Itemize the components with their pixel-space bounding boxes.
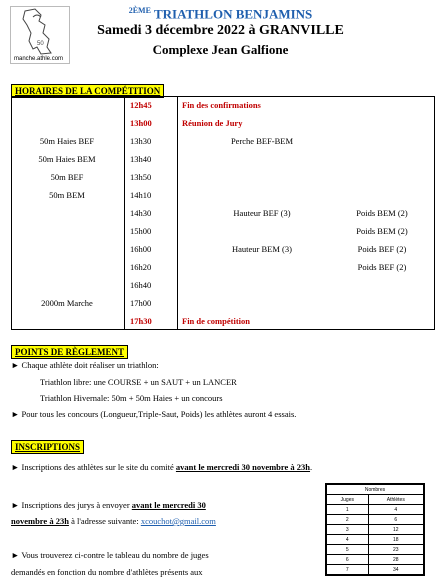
jury-count: 7 xyxy=(327,565,369,575)
rule-line: ► Chaque athlète doit réaliser un triathlon: xyxy=(11,360,159,370)
athlete-count: 28 xyxy=(368,555,423,565)
schedule-row xyxy=(12,187,434,205)
schedule-row xyxy=(12,169,434,187)
schedule-time: 12h45 xyxy=(130,100,152,110)
schedule-time: 14h30 xyxy=(130,208,152,218)
schedule-race: 50m Haies BEF xyxy=(39,136,95,146)
table-row xyxy=(327,555,424,565)
jury-table-body xyxy=(327,505,424,575)
schedule-event: Fin des confirmations xyxy=(182,100,261,110)
athlete-count: 18 xyxy=(368,535,423,545)
title-main: TRIATHLON BENJAMINS xyxy=(153,6,313,22)
schedule-throw: Poids BEF (2) xyxy=(357,244,407,254)
schedule-throw: Poids BEM (2) xyxy=(356,226,408,236)
schedule-time: 13h00 xyxy=(130,118,152,128)
schedule-time: 17h30 xyxy=(130,316,152,326)
schedule-race: 2000m Marche xyxy=(41,298,93,308)
section-heading-horaires: HORAIRES DE LA COMPÉTITION xyxy=(11,84,164,98)
inscription-line xyxy=(11,500,206,510)
jury-count: 4 xyxy=(327,535,369,545)
rule-line: Triathlon libre: une COURSE + un SAUT + un LANCER xyxy=(40,377,237,387)
schedule-time: 16h00 xyxy=(130,244,152,254)
jury-table-title: Nombres xyxy=(327,485,424,495)
table-row xyxy=(327,545,424,555)
schedule-contest: Perche BEF-BEM xyxy=(230,136,294,146)
jury-table-header: Athlètes xyxy=(368,495,423,505)
rule-line: ► Pour tous les concours (Longueur,Triple-Saut, Poids) les athlètes auront 4 essais. xyxy=(11,409,297,419)
schedule-event: Réunion de Jury xyxy=(182,118,243,128)
schedule-time: 13h50 xyxy=(130,172,152,182)
schedule-row xyxy=(12,97,434,115)
jury-count: 2 xyxy=(327,515,369,525)
table-row xyxy=(327,535,424,545)
schedule-row xyxy=(12,223,434,241)
schedule-row xyxy=(12,313,434,331)
table-row xyxy=(327,565,424,575)
deadline-text: novembre à 23h xyxy=(11,516,69,526)
inscription-text: à l'adresse suivante: xyxy=(68,516,141,526)
schedule-row xyxy=(12,133,434,151)
page-title xyxy=(0,6,441,22)
jury-count: 3 xyxy=(327,525,369,535)
schedule-time: 15h00 xyxy=(130,226,152,236)
jury-table-header: Juges xyxy=(327,495,369,505)
schedule-time: 14h10 xyxy=(130,190,152,200)
schedule-throw: Poids BEF (2) xyxy=(357,262,407,272)
deadline-text: avant le mercredi 30 novembre à 23h xyxy=(175,462,311,472)
title-ordinal: 2ÈME xyxy=(128,6,151,15)
athlete-count: 34 xyxy=(368,565,423,575)
inscription-text: . xyxy=(310,462,313,472)
rule-line: Triathlon Hivernale: 50m + 50m Haies + un concours xyxy=(40,393,223,403)
inscription-line: demandés en fonction du nombre d'athlètes présents aux xyxy=(11,567,203,577)
schedule-contest: Hauteur BEF (3) xyxy=(233,208,291,218)
svg-text:50: 50 xyxy=(37,41,44,47)
schedule-row xyxy=(12,277,434,295)
schedule-table xyxy=(11,96,435,330)
schedule-time: 16h20 xyxy=(130,262,152,272)
email-link[interactable]: xcouchot@gmail.com xyxy=(140,516,216,526)
inscription-line xyxy=(11,516,216,526)
schedule-race: 50m Haies BEM xyxy=(38,154,96,164)
inscription-line: ► Vous trouverez ci-contre le tableau du nombre de juges xyxy=(11,550,209,560)
table-row xyxy=(327,505,424,515)
section-heading-points: POINTS DE RÈGLEMENT xyxy=(11,345,128,359)
schedule-time: 17h00 xyxy=(130,298,152,308)
athlete-count: 6 xyxy=(368,515,423,525)
jury-count: 6 xyxy=(327,555,369,565)
schedule-row xyxy=(12,151,434,169)
event-venue: Complexe Jean Galfione xyxy=(152,42,289,57)
table-row xyxy=(327,515,424,525)
schedule-contest: Hauteur BEM (3) xyxy=(232,244,292,254)
section-heading-inscriptions: INSCRIPTIONS xyxy=(11,440,84,454)
deadline-text: avant le mercredi 30 xyxy=(131,500,206,510)
schedule-row xyxy=(12,295,434,313)
schedule-event: Fin de compétition xyxy=(182,316,250,326)
schedule-race: 50m BEF xyxy=(50,172,84,182)
schedule-throw: Poids BEM (2) xyxy=(356,208,408,218)
athlete-count: 12 xyxy=(368,525,423,535)
jury-count: 5 xyxy=(327,545,369,555)
athlete-count: 4 xyxy=(368,505,423,515)
schedule-row xyxy=(12,205,434,223)
inscription-text: ► Inscriptions des jurys à envoyer xyxy=(11,500,132,510)
inscription-text: ► Inscriptions des athlètes sur le site du comité xyxy=(11,462,176,472)
jury-count: 1 xyxy=(327,505,369,515)
athlete-count: 23 xyxy=(368,545,423,555)
inscription-line xyxy=(11,462,312,472)
schedule-time: 13h40 xyxy=(130,154,152,164)
logo-caption: manche.athle.com xyxy=(14,56,64,62)
event-date: Samedi 3 décembre 2022 à GRANVILLE xyxy=(97,23,344,38)
schedule-time: 16h40 xyxy=(130,280,152,290)
jury-count-table xyxy=(325,483,425,576)
schedule-time: 13h30 xyxy=(130,136,152,146)
schedule-row xyxy=(12,115,434,133)
schedule-row xyxy=(12,241,434,259)
schedule-row xyxy=(12,259,434,277)
schedule-race: 50m BEM xyxy=(49,190,85,200)
table-row xyxy=(327,525,424,535)
